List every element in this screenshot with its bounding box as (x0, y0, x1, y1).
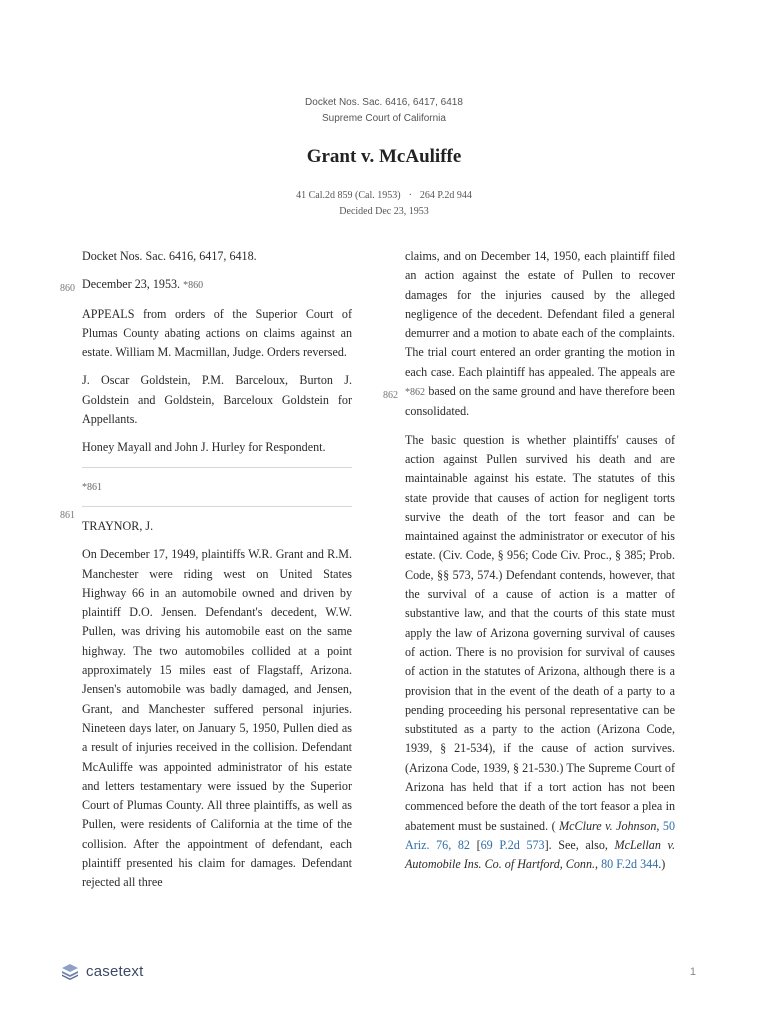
citation-link-50-ariz[interactable]: 50 Ariz. 76, 82 (405, 818, 675, 852)
citation-p2d: 264 P.2d 944 (419, 190, 472, 201)
docket-header: Docket Nos. Sac. 6416, 6417, 6418 (305, 97, 463, 108)
closing-paren: .) (658, 857, 666, 872)
appellants-counsel: J. Oscar Goldstein, P.M. Barceloux, Burton J. Goldstein and Goldstein, Barceloux Goldstein for Appellants. (82, 373, 352, 427)
judge-name: TRAYNOR, J. (82, 518, 154, 533)
court-name: Supreme Court of California (322, 113, 446, 124)
page-number: 1 (689, 966, 696, 978)
case-name-mclellan: McLellan v. Automobile Ins. Co. of Hartford, Conn., (405, 837, 675, 872)
citation-separator: · (408, 190, 412, 201)
citation-link-69-p2d[interactable]: 69 P.2d 573 (480, 837, 545, 852)
paragraph-text: The basic question is whether plaintiffs' causes of action against Pullen survived his death and are maintainable against his estate. The statutes of this state provide that causes of action for negligent torts survive the death of the tort feasor and can be maintained against the administrator or executor of his estate. (Civ. Code, § 956; Code Civ. Proc., § 385; Prob. Code, §§ 573, 574.) Defendant contends, however, that the survival of a cause of action is a matter of substantive law, and that the courts of this state must apply the law of Arizona governing survival of causes of action. There is no provision for survival of causes of action in the statutes of Arizona, although there is a provision that in the event of the death of a party to a pending proceeding his personal representative can be substituted as a party to the action (Arizona Code, 1939, § 21-534), if the cause of action survives. (Arizona Code, 1939, § 21-530.) The Supreme Court of Arizona has held that if a tort action has not been commenced before the death of the tort feasor a plea in abatement must be sustained. ( (405, 432, 675, 833)
right-column (405, 247, 675, 884)
case-name-mcclure: McClure v. Johnson, (559, 818, 660, 833)
divider-top (82, 467, 352, 468)
brand-name: casetext (86, 962, 144, 980)
bracket-open: [ (476, 837, 481, 852)
pin-860: *860 (183, 280, 204, 292)
docket-line: Docket Nos. Sac. 6416, 6417, 6418. (82, 249, 257, 263)
casetext-logo[interactable] (60, 961, 143, 981)
gutter-page-860: 860 (60, 283, 75, 294)
opinion-date: December 23, 1953. (82, 277, 181, 292)
decided-date: Decided Dec 23, 1953 (339, 206, 429, 217)
case-title: Grant v. McAuliffe (306, 146, 462, 167)
respondent-counsel: Honey Mayall and John J. Hurley for Respondent. (82, 440, 326, 455)
divider-bottom (82, 506, 352, 507)
casetext-stack-icon (60, 961, 80, 981)
paragraph-text: claims, and on December 14, 1950, each plaintiff filed an action against the estate of Pullen to recover damages for the injuries caused by the alleged negligence of the decedent. Defendant filed a general demurrer and a motion to abate each of the complaints. The trial court entered an order granting the motion in each case. Each plaintiff has appealed. The appeals are (405, 249, 675, 379)
paragraph-text-end: based on the same ground and have therefore been consolidated. (405, 384, 675, 419)
pin-861: *861 (82, 481, 102, 493)
date-line (82, 275, 352, 295)
citation-link-80-f2d[interactable]: 80 F.2d 344 (601, 857, 659, 872)
appeal-paragraph: APPEALS from orders of the Superior Court of Plumas County abating actions on claims against an estate. William M. Macmillan, Judge. Orders reversed. (82, 306, 352, 360)
gutter-page-862: 862 (383, 390, 398, 401)
see-also-text: ]. See, also, (544, 837, 608, 852)
opinion-paragraph-1: On December 17, 1949, plaintiffs W.R. Grant and R.M. Manchester were riding west on United States Highway 66 in an automobile owned and driven by plaintiff D.O. Jensen. Defendant's decedent, W.W. Pullen, was driving his automobile east on the same highway. The two automobiles collided at a point approximately 15 miles east of Flagstaff, Arizona. Jensen's automobile was badly damaged, and Jensen, Grant, and Manchester suffered personal injuries. Nineteen days later, on January 5, 1950, Pullen died as a result of injuries received in the collision. Defendant McAuliffe was appointed administrator of his estate and letters testamentary were issued by the Superior Court of Plumas County. All three plaintiffs, as well as Pullen, were residents of California at the time of the collision. After the appointment of defendant, each plaintiff presented his claim for damages. Defendant rejected all three (82, 547, 352, 890)
opinion-paragraph-2 (405, 431, 675, 875)
pin-862: *862 (405, 387, 425, 399)
left-column (82, 247, 352, 902)
citation-cal: 41 Cal.2d 859 (Cal. 1953) (296, 190, 401, 201)
gutter-page-861: 861 (60, 510, 75, 521)
opinion-paragraph-1-cont (405, 247, 675, 422)
citation-line (0, 190, 768, 201)
